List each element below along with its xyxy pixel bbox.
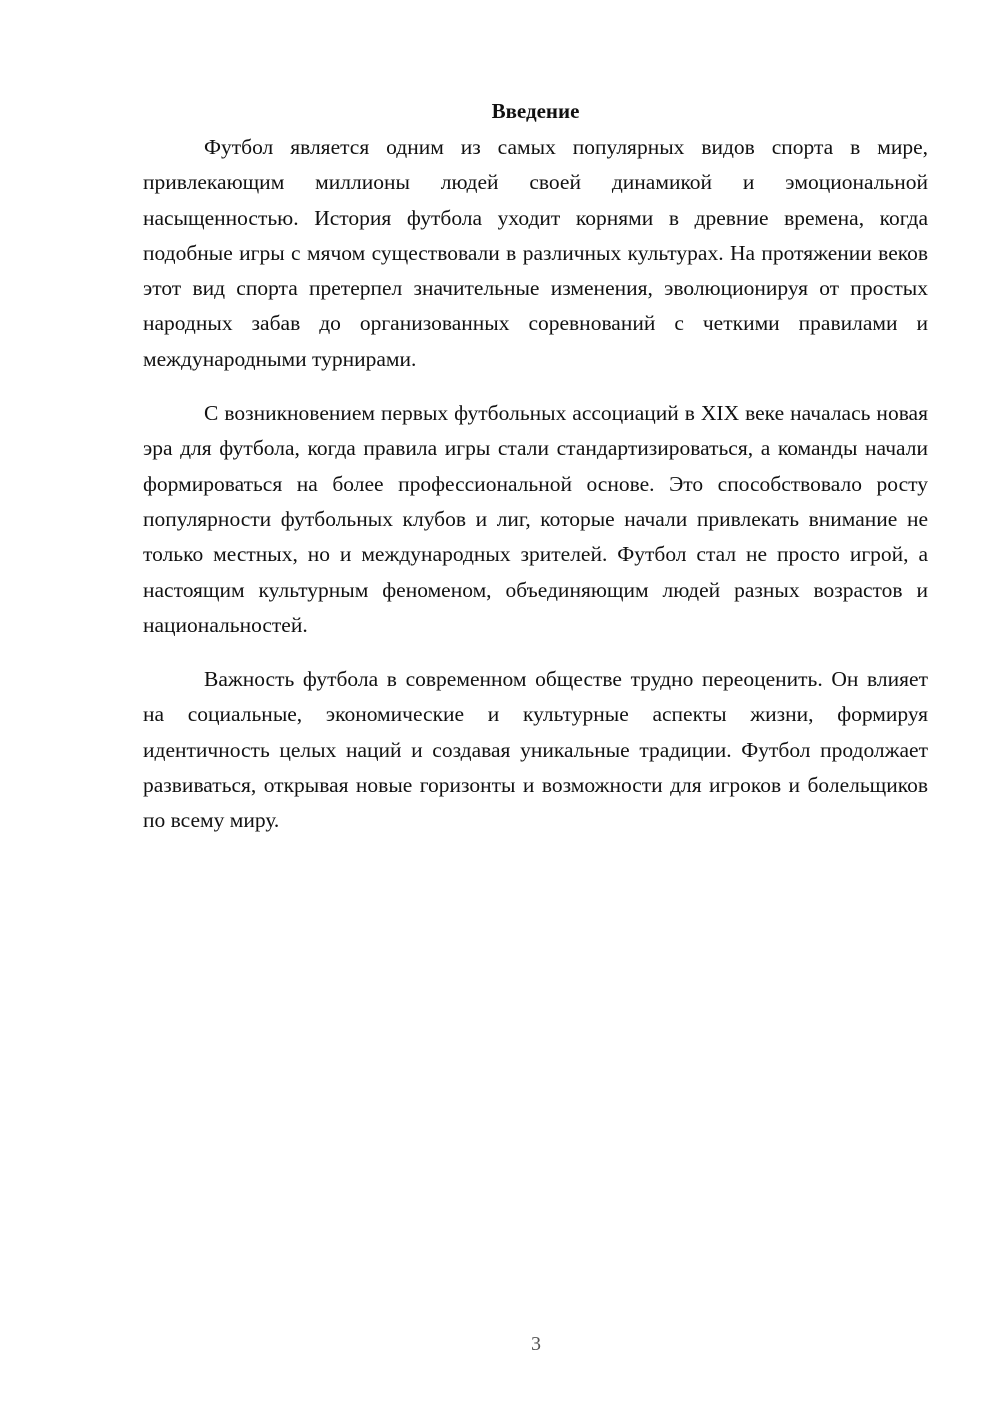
- paragraph-2: С возникновением первых футбольных ассоциаций в XIX веке началась новая эра для футбола, когда правила игры стали стандартизироваться, а команды начали формироваться на более профессиональной основе. Это способствовало росту популярности футбольных клубов и лиг, которые начали привлекать внимание не только местных, но и международных зрителей. Футбол стал не просто игрой, а настоящим культурным феноменом, объединяющим людей разных возрастов и национальностей.: [143, 401, 928, 637]
- section-heading: Введение: [491, 99, 580, 123]
- paragraph-1: Футбол является одним из самых популярных видов спорта в мире, привлекающим миллионы людей своей динамикой и эмоциональной насыщенностью. История футбола уходит корнями в древние времена, когда подобные игры с мячом существовали в различных культурах. На протяжении веков этот вид спорта претерпел значительные изменения, эволюционируя от простых народных забав до организованных соревнований с четкими правилами и международными турнирами.: [143, 135, 928, 371]
- paragraph-3: Важность футбола в современном обществе трудно переоценить. Он влияет на социальные, экономические и культурные аспекты жизни, формируя идентичность целых наций и создавая уникальные традиции. Футбол продолжает развиваться, открывая новые горизонты и возможности для игроков и болельщиков по всему миру.: [143, 667, 928, 833]
- page-number: 3: [531, 1333, 541, 1355]
- page-content: [143, 94, 928, 858]
